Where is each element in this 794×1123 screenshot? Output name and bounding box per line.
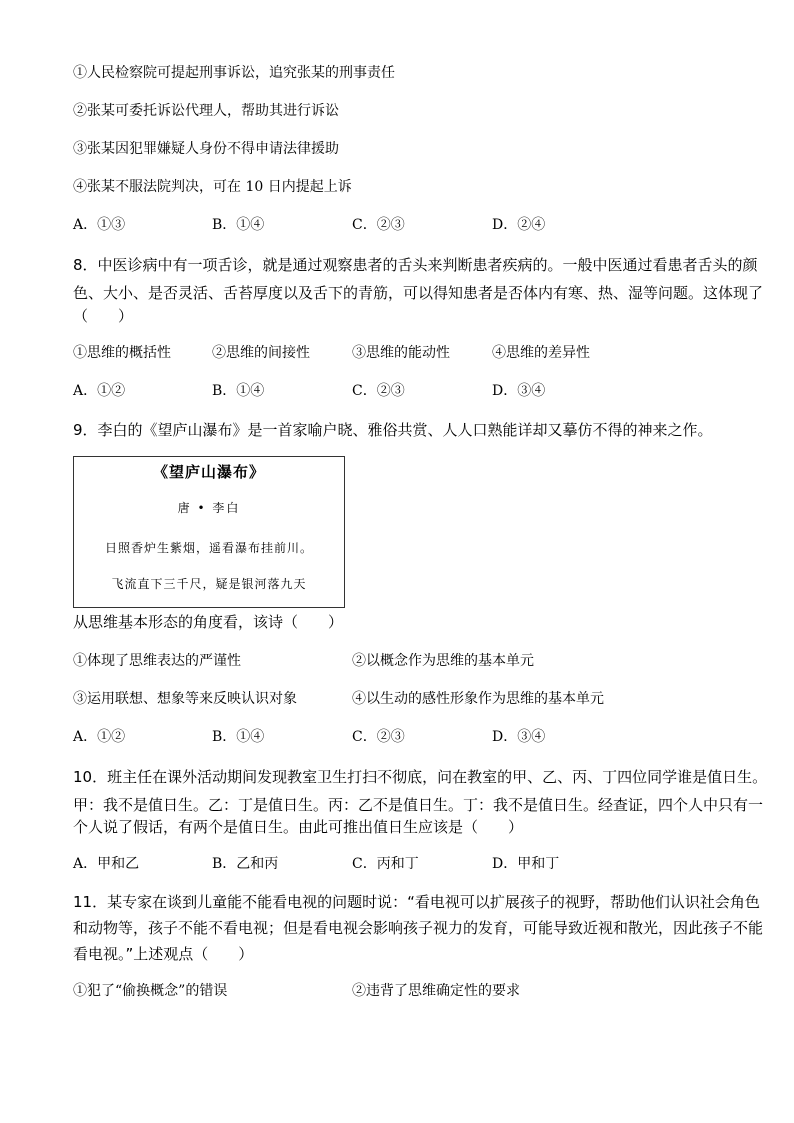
- poem-author: 唐 • 李白: [177, 501, 241, 515]
- q9-statement-3: ③运用联想、想象等来反映认识对象: [73, 691, 297, 707]
- q8-statement-3: ③思维的能动性: [352, 345, 450, 361]
- q9-stem-line-1: 9．李白的《望庐山瀑布》是一首家喻户晓、雅俗共赏、人人口熟能详却又摹仿不得的神来之作。: [73, 421, 713, 439]
- q9-option-d: D．③④: [492, 729, 546, 745]
- q11-statement-1: ①犯了“偷换概念”的错误: [73, 983, 228, 999]
- q10-option-c: C．丙和丁: [352, 856, 419, 872]
- q9-statement-4: ④以生动的感性形象作为思维的基本单元: [352, 691, 604, 707]
- q10-stem-line-3: 个人说了假话，有两个是值日生。由此可推出值日生应该是（ ）: [73, 818, 524, 836]
- q7-option-d: D．②④: [492, 217, 546, 233]
- q9-statement-2: ②以概念作为思维的基本单元: [352, 653, 534, 669]
- q8-option-b: B．①④: [212, 383, 265, 399]
- poem-box: [73, 456, 345, 608]
- q8-statement-4: ④思维的差异性: [492, 345, 590, 361]
- q10-option-a: A．甲和乙: [73, 856, 140, 872]
- q8-stem-line-2: 色、大小、是否灵活、舌苔厚度以及舌下的青筋，可以得知患者是否体内有寒、热、湿等问题。这体现了: [73, 284, 764, 302]
- q9-option-c: C．②③: [352, 729, 405, 745]
- q11-statement-2: ②违背了思维确定性的要求: [352, 983, 520, 999]
- q9-statement-1: ①体现了思维表达的严谨性: [73, 653, 241, 669]
- q8-statement-2: ②思维的间接性: [212, 345, 310, 361]
- q7-statement-2: ②张某可委托诉讼代理人，帮助其进行诉讼: [73, 103, 339, 119]
- poem-title: 《望庐山瀑布》: [152, 463, 265, 481]
- q9-option-b: B．①④: [212, 729, 265, 745]
- q8-option-c: C．②③: [352, 383, 405, 399]
- q7-statement-1: ①人民检察院可提起刑事诉讼，追究张某的刑事责任: [73, 65, 395, 81]
- q7-option-c: C．②③: [352, 217, 405, 233]
- q7-option-b: B．①④: [212, 217, 265, 233]
- q9-stem-question: 从思维基本形态的角度看，该诗（ ）: [73, 613, 344, 631]
- q8-statement-1: ①思维的概括性: [73, 345, 171, 361]
- q11-stem-line-2: 和动物等，孩子不能不看电视；但是看电视会影响孩子视力的发育，可能导致近视和散光，因此孩子不能: [73, 919, 764, 937]
- poem-line-1: 日照香炉生紫烟，遥看瀑布挂前川。: [104, 541, 313, 555]
- q7-statement-3: ③张某因犯罪嫌疑人身份不得申请法律援助: [73, 141, 339, 157]
- q11-stem-line-3: 看电视。”上述观点（ ）: [73, 945, 254, 963]
- poem-line-2: 飞流直下三千尺，疑是银河落九天: [111, 577, 307, 591]
- q8-option-d: D．③④: [492, 383, 546, 399]
- q8-option-a: A．①②: [73, 383, 126, 399]
- q7-statement-4: ④张某不服法院判决，可在 10 日内提起上诉: [73, 179, 352, 195]
- q10-stem-line-2: 甲：我不是值日生。乙：丁是值日生。丙：乙不是值日生。丁：我不是值日生。经查证，四个人中只有一: [73, 796, 764, 814]
- q10-stem-line-1: 10．班主任在课外活动期间发现教室卫生打扫不彻底，问在教室的甲、乙、丙、丁四位同学谁是值日生。: [73, 768, 768, 786]
- q10-option-d: D．甲和丁: [492, 856, 560, 872]
- q9-option-a: A．①②: [73, 729, 126, 745]
- q10-option-b: B．乙和丙: [212, 856, 279, 872]
- q7-option-a: A．①③: [73, 217, 126, 233]
- q11-stem-line-1: 11．某专家在谈到儿童能不能看电视的问题时说：“看电视可以扩展孩子的视野，帮助他们认识社会角色: [73, 893, 760, 911]
- q8-stem-line-3: （ ）: [73, 307, 134, 325]
- q8-stem-line-1: 8．中医诊病中有一项舌诊，就是通过观察患者的舌头来判断患者疾病的。一般中医通过看患者舌头的颜: [73, 256, 758, 274]
